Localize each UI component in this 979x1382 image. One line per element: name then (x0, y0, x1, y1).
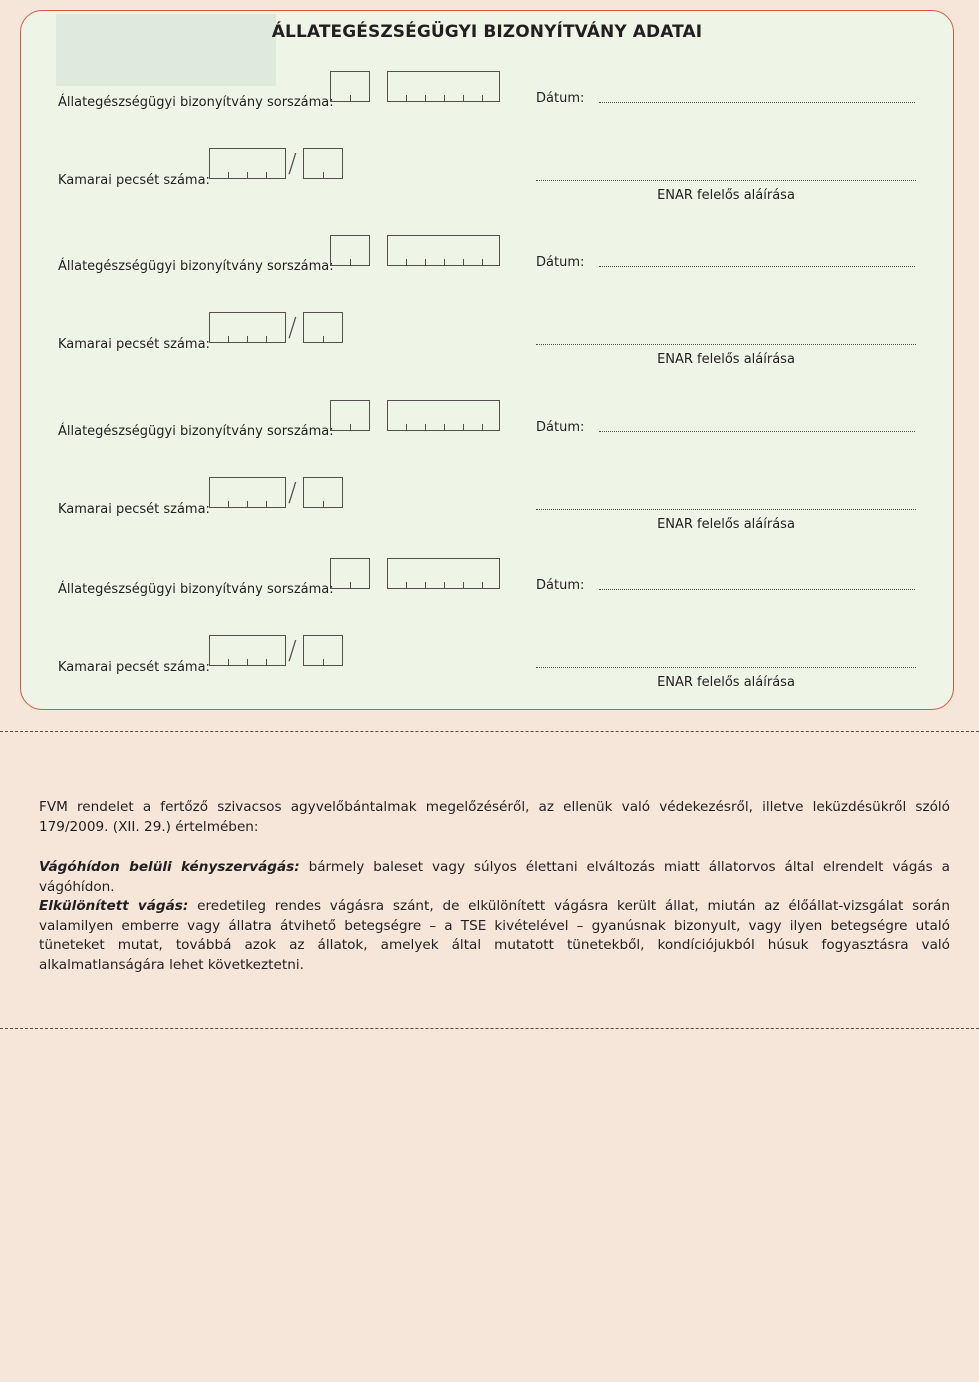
stamp-number-field[interactable] (209, 312, 286, 343)
date-label: Dátum: (536, 578, 585, 593)
date-field[interactable] (599, 101, 915, 103)
date-label: Dátum: (536, 420, 585, 435)
cut-line-top (0, 731, 979, 732)
definition-emergency-slaughter (39, 858, 950, 897)
separator-slash: / (288, 636, 297, 666)
stamp-number-label: Kamarai pecsét száma: (58, 660, 210, 675)
entry-section-2 (0, 177, 979, 367)
stamp-suffix-field[interactable] (303, 148, 343, 179)
cert-number-field[interactable] (387, 235, 500, 266)
stamp-number-field[interactable] (209, 635, 286, 666)
regulation-intro: FVM rendelet a fertőző szivacsos agyvelőbántalmak megelőzéséről, az ellenük való védekezésről, illetve leküzdésükről szóló 179/2009. (XII. 29.) értelmében: (39, 799, 950, 835)
date-field[interactable] (599, 265, 915, 267)
definition-text: eredetileg rendes vágásra szánt, de elkülönített vágásra került állat, miután az élőállat-vizsgálat során valamilyen emberre vagy állatra átvihető betegségre – a TSE kivételével – gyanúsnak bizonyult, vagy ilyen betegségre utaló tüneteket mutat, továbbá azok az állatok, amelyek által mutatott tünetekből, kondíciójukból húsuk fogyasztásra való alkalmatlanságára lehet következtetni. (39, 898, 950, 973)
cert-number-label: Állategészségügyi bizonyítvány sorszáma: (58, 259, 334, 274)
stamp-number-label: Kamarai pecsét száma: (58, 173, 210, 188)
stamp-number-label: Kamarai pecsét száma: (58, 337, 210, 352)
definitions (39, 858, 950, 975)
cert-prefix-field[interactable] (330, 558, 370, 589)
stamp-number-label: Kamarai pecsét száma: (58, 502, 210, 517)
cert-number-field[interactable] (387, 71, 500, 102)
cert-prefix-field[interactable] (330, 235, 370, 266)
stamp-suffix-field[interactable] (303, 312, 343, 343)
signature-label: ENAR felelős aláírása (657, 188, 795, 203)
cut-line-bottom (0, 1028, 979, 1029)
cert-number-field[interactable] (387, 400, 500, 431)
stamp-number-field[interactable] (209, 148, 286, 179)
stamp-suffix-field[interactable] (303, 635, 343, 666)
page-title: ÁLLATEGÉSZSÉGÜGYI BIZONYÍTVÁNY ADATAI (271, 22, 703, 42)
cert-number-field[interactable] (387, 558, 500, 589)
date-field[interactable] (599, 430, 915, 432)
separator-slash: / (288, 149, 297, 179)
cert-prefix-field[interactable] (330, 71, 370, 102)
date-field[interactable] (599, 588, 915, 590)
entry-section-4 (0, 500, 979, 690)
cert-number-label: Állategészségügyi bizonyítvány sorszáma: (58, 582, 334, 597)
cert-prefix-field[interactable] (330, 400, 370, 431)
signature-label: ENAR felelős aláírása (657, 517, 795, 532)
entry-section-3 (0, 342, 979, 532)
separator-slash: / (288, 478, 297, 508)
signature-label: ENAR felelős aláírása (657, 675, 795, 690)
separator-slash: / (288, 313, 297, 343)
definition-text: bármely baleset vagy súlyos élettani elváltozás miatt állatorvos által elrendelt vágás a vágóhídon. (39, 859, 950, 895)
definition-separate-slaughter (39, 897, 950, 975)
definition-term: Vágóhídon belüli kényszervágás: (39, 859, 300, 875)
signature-field[interactable] (536, 666, 916, 668)
cert-number-label: Állategészségügyi bizonyítvány sorszáma: (58, 424, 334, 439)
cert-number-label: Állategészségügyi bizonyítvány sorszáma: (58, 95, 334, 110)
date-label: Dátum: (536, 91, 585, 106)
date-label: Dátum: (536, 255, 585, 270)
entry-section-1 (0, 13, 979, 203)
signature-label: ENAR felelős aláírása (657, 352, 795, 367)
definition-term: Elkülönített vágás: (39, 898, 189, 914)
